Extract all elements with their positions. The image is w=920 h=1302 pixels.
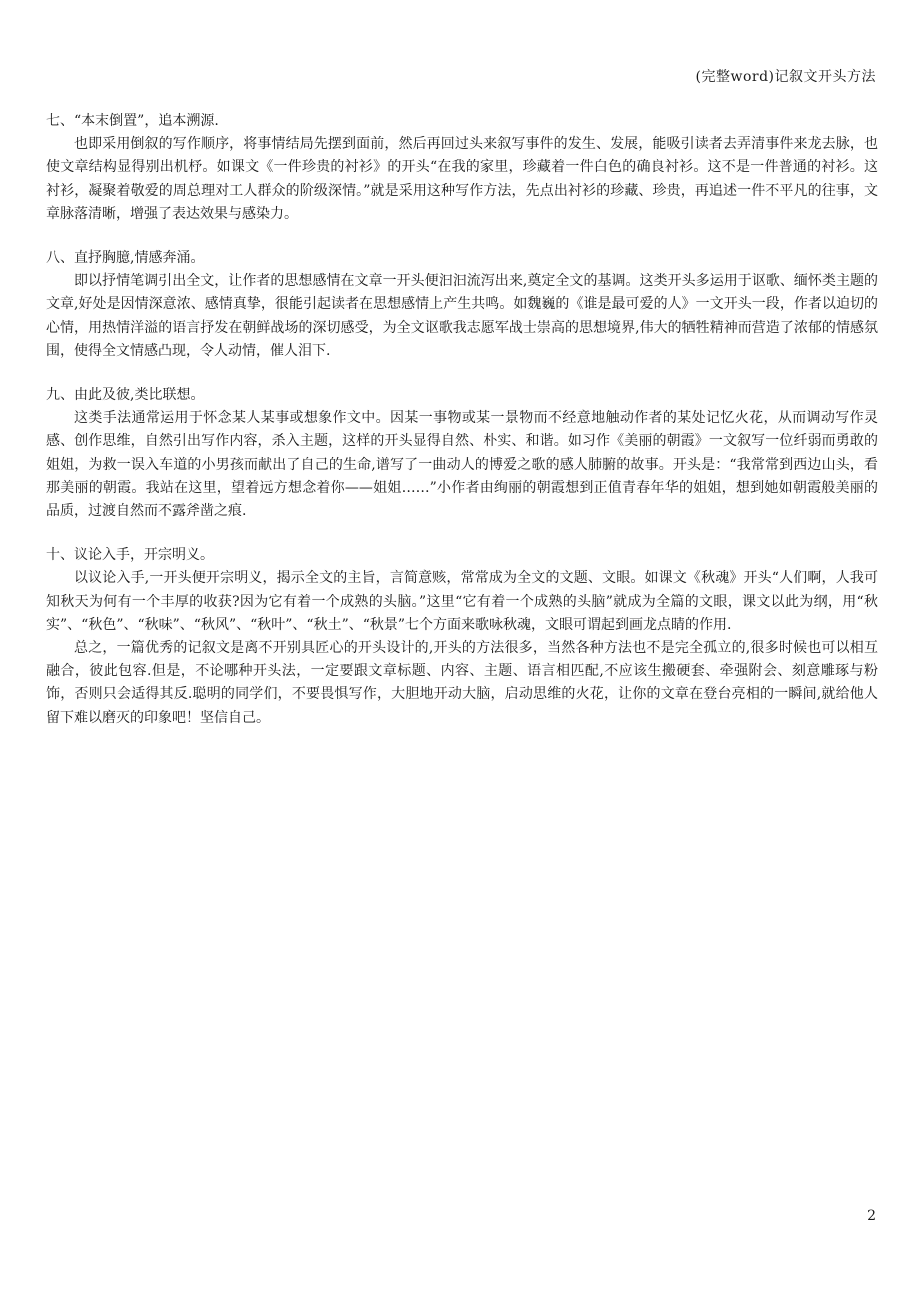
section-ten [46, 544, 878, 730]
section-seven [46, 110, 878, 226]
paragraph: 这类手法通常运用于怀念某人某事或想象作文中。因某一事物或某一景物而不经意地触动作者的某处记忆火花，从而调动写作灵感、创作思维，自然引出写作内容，杀入主题，这样的开头显得自然、朴实、和谐。如习作《美丽的朝霞》一文叙写一位纤弱而勇敢的姐姐，为救一误入车道的小男孩而献出了自己的生命,谱写了一曲动人的博爱之歌的感人肺腑的故事。开头是：“我常常到西边山头，看那美丽的朝霞。我站在这里，望着远方想念着你——姐姐……”小作者由绚丽的朝霞想到正值青春年华的姐姐，想到她如朝霞般美丽的品质，过渡自然而不露斧凿之痕. [46, 410, 878, 520]
page-number: 2 [867, 1208, 876, 1224]
section-title: 八、直抒胸臆,情感奔涌。 [46, 250, 205, 267]
section-title: 十、议论入手，开宗明义。 [46, 547, 214, 564]
closing-paragraph: 总之，一篇优秀的记叙文是离不开别具匠心的开头设计的,开头的方法很多，当然各种方法也不是完全孤立的,很多时候也可以相互融合，彼此包容.但是，不论哪种开头法，一定要跟文章标题、内容、主题、语言相匹配,不应该生搬硬套、牵强附会、刻意雕琢与粉饰，否则只会适得其反.聪明的同学们，不要畏惧写作，大胆地开动大脑，启动思维的火花，让你的文章在登台亮相的一瞬间,就给他人留下难以磨灭的印象吧！坚信自己。 [46, 640, 878, 726]
section-title: 七、“本末倒置”，追本溯源. [46, 113, 219, 129]
paragraph: 也即采用倒叙的写作顺序，将事情结局先摆到面前，然后再回过头来叙写事件的发生、发展，能吸引读者去弄清事件来龙去脉，也使文章结构显得别出机杼。如课文《一件珍贵的衬衫》的开头“在我的家里，珍藏着一件白色的确良衬衫。这不是一件普通的衬衫。这衬衫，凝聚着敬爱的周总理对工人群众的阶级深情。”就是采用这种写作方法，先点出衬衫的珍藏、珍贵，再追述一件不平凡的往事，文章脉落清晰，增强了表达效果与感染力。 [46, 136, 878, 222]
section-eight [46, 247, 878, 363]
paragraph: 以议论入手,一开头便开宗明义，揭示全文的主旨，言简意赅，常常成为全文的文题、文眼。如课文《秋魂》开头“人们啊，人我可知秋天为何有一个丰厚的收获?因为它有着一个成熟的头脑。”这里“它有着一个成熟的头脑”就成为全篇的文眼，课文以此为纲，用“秋实”、“秋色”、“秋味”、“秋风”、“秋叶”、“秋土”、“秋景”七个方面来歌咏秋魂，文眼可谓起到画龙点睛的作用. [46, 570, 878, 633]
section-title: 九、由此及彼,类比联想。 [46, 387, 205, 404]
section-nine [46, 384, 878, 523]
page-header: (完整word)记叙文开头方法 [695, 69, 876, 85]
document-body [46, 110, 878, 751]
paragraph: 即以抒情笔调引出全文，让作者的思想感情在文章一开头便汩汩流泻出来,奠定全文的基调。这类开头多运用于讴歌、缅怀类主题的文章,好处是因情深意浓、感情真挚，很能引起读者在思想感情上产生共鸣。如魏巍的《谁是最可爱的人》一文开头一段，作者以迫切的心情，用热情洋溢的语言抒发在朝鲜战场的深切感受，为全文讴歌我志愿军战士崇高的思想境界,伟大的牺牲精神而营造了浓郁的情感氛围，使得全文情感凸现，令人动情，催人泪下. [46, 273, 878, 359]
